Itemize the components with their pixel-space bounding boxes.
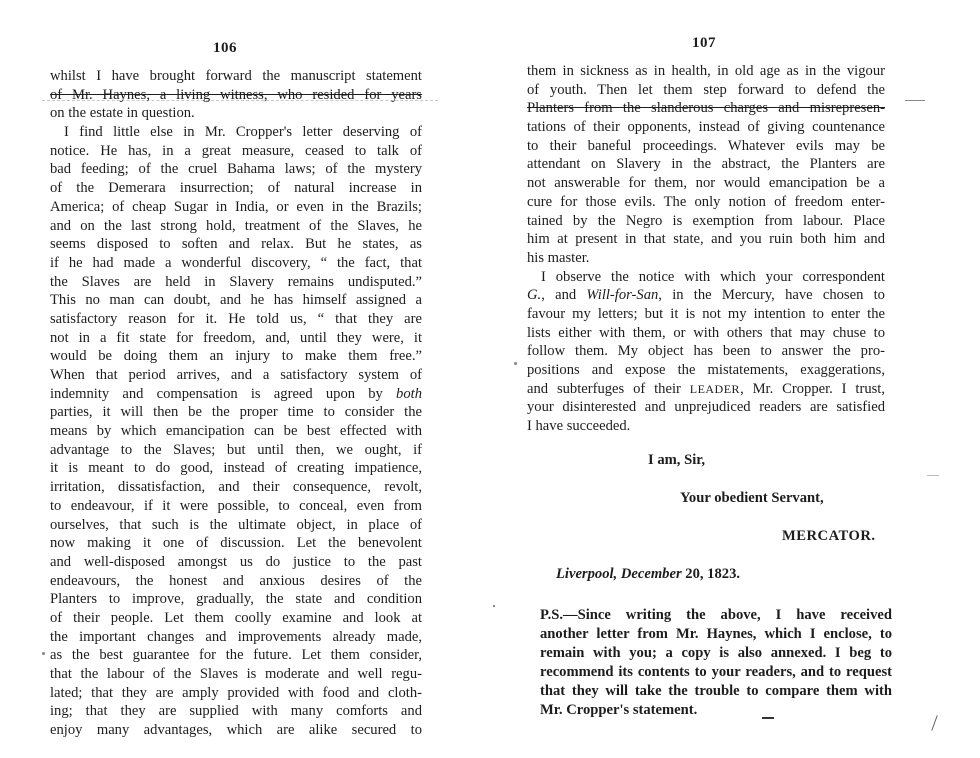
- text-line: bad feeding; of the cruel Bahama laws; of the mystery: [50, 161, 422, 178]
- text-line: favour my letters; but it is not my intention to enter the: [527, 305, 885, 322]
- text-line: his master.: [527, 249, 590, 266]
- text-line: attendant on Slavery in the abstract, the Planters are: [527, 156, 885, 173]
- text-line: of the Demerara insurrection; of natural increase in: [50, 180, 422, 197]
- text-line: I find little else in Mr. Cropper's letter deserving of: [64, 124, 422, 141]
- text-line: ourselves, that such is the ultimate object, in place of: [50, 516, 422, 533]
- text-line: seems disposed to soften and relax. But he states, as: [50, 236, 422, 253]
- text-line: as the best guarantee for the future. Let them consider,: [50, 647, 422, 664]
- text-line: the Slaves are held in Slavery remains undisputed.”: [50, 273, 422, 290]
- signature: MERCATOR.: [782, 528, 876, 544]
- text-line: follow them. My object has been to answer the pro-: [527, 343, 885, 360]
- text-line: of their people. Let them coolly examine and look at: [50, 609, 422, 626]
- dateline-day: 20, 1823.: [685, 566, 741, 582]
- text-line: lated; that they are amply provided with food and cloth-: [50, 684, 422, 701]
- right-page-body: [527, 62, 885, 436]
- text-line: ing; that they are supplied with many comforts and: [50, 703, 422, 720]
- text-line: cure for those evils. The only notion of freedom enter-: [527, 193, 885, 210]
- text-line: enjoy many advantages, which are alike secured to: [50, 722, 422, 739]
- text-line: whilst I have brought forward the manuscript statement: [50, 68, 422, 84]
- page-speck: [762, 717, 774, 719]
- postscript: [540, 606, 892, 720]
- valediction: Your obedient Servant,: [680, 490, 824, 506]
- text-line: advantage to the Slaves; but until then, we ought, if: [50, 441, 422, 458]
- text-line: positions and expose the mistatements, exaggerations,: [527, 362, 885, 378]
- text-line: America; of cheap Sugar in India, or even in the Brazils;: [50, 198, 422, 215]
- text-line: it is meant to do good, instead of creating impatience,: [50, 460, 422, 477]
- text-line: of youth. Then let them step forward to defend the: [527, 81, 885, 98]
- text-line: to endeavour, if it were possible, to conceal, even from: [50, 497, 422, 514]
- text-line: them in sickness as in health, in old age as in the vigour: [527, 63, 885, 79]
- text-line: means by which emancipation can be best effected with: [50, 423, 422, 440]
- text-line: not in a fit state for freedom, and, until they were, it: [50, 329, 422, 346]
- postscript-line: another letter from Mr. Haynes, which I enclose, to: [540, 626, 892, 642]
- page-speck: [931, 715, 937, 730]
- text-line: This no man can doubt, and he has himself assigned a: [50, 292, 422, 309]
- salutation: I am, Sir,: [648, 452, 706, 468]
- text-line: not answerable for them, nor would emancipation be a: [527, 175, 885, 192]
- text-line: I have succeeded.: [527, 418, 631, 435]
- text-line: your disinterested and unprejudiced readers are satisfied: [527, 399, 885, 416]
- dateline-place: Liverpool, December: [556, 566, 682, 582]
- postscript-line: recommend its contents to your readers, and to request: [540, 664, 892, 680]
- text-line: if he had made a wonderful discovery, “ the fact, that: [50, 254, 422, 271]
- dateline: [556, 566, 740, 583]
- postscript-line: that they will take the trouble to compare them with: [540, 683, 892, 699]
- text-line: would be doing them an injury to make them free.”: [50, 348, 422, 365]
- postscript-line: P.S.—Since writing the above, I have received: [540, 607, 892, 623]
- postscript-line: Mr. Cropper's statement.: [540, 702, 698, 718]
- text-line: tained by the Negro is exemption from labour. Place: [527, 212, 885, 229]
- text-line: G., and Will-for-San, in the Mercury, have chosen to: [527, 287, 885, 304]
- text-line: lists either with them, or with others that may chuse to: [527, 324, 885, 341]
- text-line: When that period arrives, and a satisfactory system of: [50, 367, 422, 383]
- text-line: to their baneful proceedings. Whatever evils may be: [527, 137, 885, 154]
- text-line: satisfactory reason for it. He told us, “ that they are: [50, 310, 422, 327]
- text-line: endeavours, the honest and anxious desires of the: [50, 572, 422, 589]
- text-line: parties, it will then be the proper time to consider the: [50, 404, 422, 421]
- text-line: and on the last strong hold, treatment of the Slaves, he: [50, 217, 422, 234]
- left-page-body: [50, 67, 422, 740]
- text-line: notice. He has, in a great measure, ceased to talk of: [50, 142, 422, 159]
- text-line: tations of their opponents, instead of giving countenance: [527, 119, 885, 136]
- text-line: Planters to improve, gradually, the state and condition: [50, 591, 422, 608]
- page-speck: [514, 362, 517, 365]
- text-line: him at present in that state, and you ruin both him and: [527, 231, 885, 248]
- text-line: the important changes and improvements already made,: [50, 628, 422, 645]
- text-line: I observe the notice with which your correspondent: [541, 268, 885, 285]
- text-line: on the estate in question.: [50, 105, 195, 122]
- postscript-line: remain with you; a copy is also annexed. I beg to: [540, 645, 892, 661]
- text-line: [50, 385, 422, 404]
- text-segment: indemnity and compensation is agreed upon by: [50, 385, 397, 402]
- page-number-right: 107: [692, 35, 716, 51]
- text-line: Planters from the slanderous charges and misrepresen-: [527, 100, 885, 117]
- text-line: now making it one of discussion. Let the benevolent: [50, 535, 422, 552]
- page-number-left: 106: [213, 40, 237, 56]
- text-line: and well-disposed amongst us do justice to the past: [50, 553, 422, 570]
- text-line: and subterfuges of their LEADER, Mr. Cropper. I trust,: [527, 380, 885, 397]
- text-line: that the labour of the Slaves is moderate and well regu-: [50, 666, 422, 682]
- text-line: irritation, dissatisfaction, and their consequence, revolt,: [50, 479, 422, 496]
- emphasis-word: both: [396, 385, 422, 402]
- page-speck: [927, 475, 939, 476]
- text-line: of Mr. Haynes, a living witness, who resided for years: [50, 86, 422, 103]
- right-page: [490, 0, 980, 758]
- margin-rule: [905, 100, 925, 101]
- page-speck: [493, 605, 495, 607]
- page-speck: [42, 652, 45, 655]
